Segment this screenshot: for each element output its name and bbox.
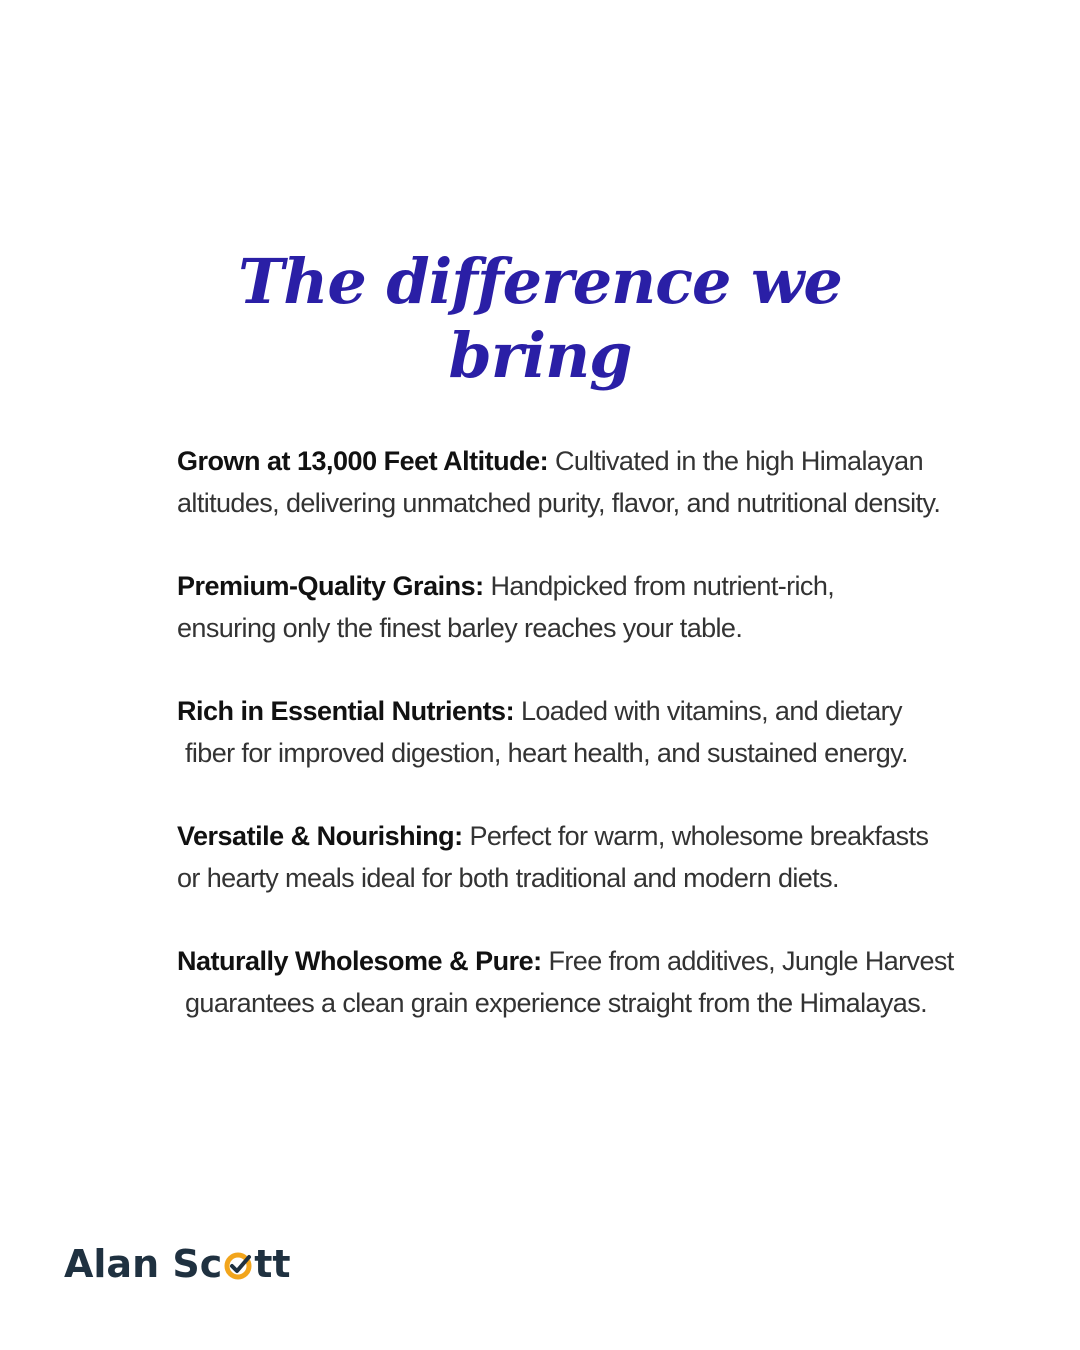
feature-description: Handpicked from nutrient-rich, [483,571,835,601]
page-title: The difference we bring [238,245,842,393]
brand-logo [64,1242,291,1286]
feature-label: Naturally Wholesome & Pure: [177,946,542,976]
feature-line [177,940,967,982]
feature-item [177,440,967,524]
brand-text-end: tt [254,1242,291,1286]
feature-description-continued: ensuring only the finest barley reaches your table. [177,613,743,643]
feature-item [177,565,967,649]
feature-label: Grown at 13,000 Feet Altitude: [177,446,549,476]
feature-item [177,690,967,774]
feature-description-continued: altitudes, delivering unmatched purity, flavor, and nutritional density. [177,488,941,518]
feature-description: Cultivated in the high Himalayan [548,446,924,476]
feature-line [177,440,967,482]
feature-item [177,815,967,899]
feature-label: Rich in Essential Nutrients: [177,696,515,726]
feature-label: Premium-Quality Grains: [177,571,484,601]
feature-list [177,440,967,1065]
feature-description: Perfect for warm, wholesome breakfasts [462,821,929,851]
feature-description: Free from additives, Jungle Harvest [541,946,954,976]
feature-label: Versatile & Nourishing: [177,821,463,851]
feature-line [177,690,967,732]
feature-description-continued: or hearty meals ideal for both traditional and modern diets. [177,863,839,893]
checkmark-o-icon [223,1251,253,1281]
feature-line [177,815,967,857]
feature-description-continued: fiber for improved digestion, heart health, and sustained energy. [185,738,908,768]
feature-description: Loaded with vitamins, and dietary [514,696,902,726]
brand-text-start: Alan Sc [64,1242,223,1286]
feature-item [177,940,967,1024]
feature-description-continued: guarantees a clean grain experience straight from the Himalayas. [185,988,928,1018]
feature-line [177,565,967,607]
